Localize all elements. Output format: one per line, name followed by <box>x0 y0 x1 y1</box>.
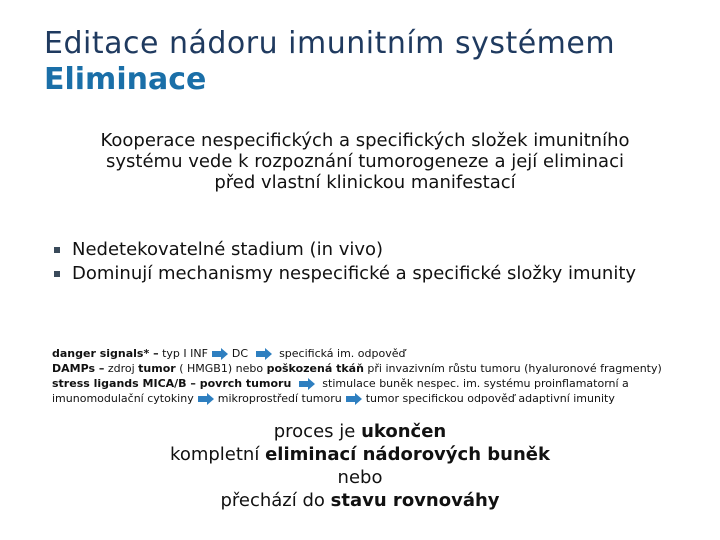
outcome-line <box>100 420 620 443</box>
arrow-right-icon <box>211 348 229 360</box>
details-text: typ I INF <box>162 347 208 360</box>
details-bold-text: poškozená tkáň <box>266 362 364 375</box>
outcome-text: proces je <box>273 421 356 442</box>
outcome-bold-text: eliminací nádorových buněk <box>265 444 550 465</box>
details-text: imunomodulační cytokiny <box>52 392 194 405</box>
intro-line: před vlastní klinickou manifestací <box>214 172 516 193</box>
details-line <box>52 391 712 406</box>
bullet-item <box>52 240 672 260</box>
outcome-line <box>100 489 620 512</box>
outcome-bold-text: ukončen <box>361 421 447 442</box>
bullet-list <box>52 240 672 288</box>
details-text: tumor specifickou odpověď adaptivní imunity <box>365 392 615 405</box>
intro-paragraph <box>60 130 670 193</box>
slide-title: Editace nádoru imunitním systémem <box>44 26 616 61</box>
bullet-square-icon <box>54 271 60 277</box>
intro-line: systému vede k rozpoznání tumorogeneze a její eliminaci <box>106 151 624 172</box>
danger-signals-label: danger signals* – <box>52 347 159 360</box>
details-text: ( HMGB1) nebo <box>179 362 264 375</box>
arrow-right-icon <box>298 378 316 390</box>
details-text: specifická im. odpověď <box>279 347 406 360</box>
bullet-square-icon <box>54 247 60 253</box>
details-text: DC <box>231 347 249 360</box>
details-text: zdroj <box>107 362 135 375</box>
outcome-line <box>100 443 620 466</box>
details-line <box>52 346 712 361</box>
details-text: mikroprostředí tumoru <box>217 392 342 405</box>
details-line <box>52 361 712 376</box>
bullet-text: Nedetekovatelné stadium (in vivo) <box>72 239 384 260</box>
details-bold-text: tumor <box>138 362 176 375</box>
outcome-bold-text: stavu rovnováhy <box>330 490 500 511</box>
intro-line: Kooperace nespecifických a specifických složek imunitního <box>100 130 630 151</box>
details-text: při invazivním růstu tumoru (hyaluronové fragmenty) <box>367 362 662 375</box>
arrow-right-icon <box>345 393 363 405</box>
damps-label: DAMPs – <box>52 362 105 375</box>
stress-ligands-label: stress ligands MICA/B – povrch tumoru <box>52 377 292 390</box>
details-line <box>52 376 712 391</box>
outcome-text: kompletní <box>170 444 260 465</box>
slide-subtitle: Eliminace <box>44 62 207 97</box>
outcome-block <box>100 420 620 512</box>
bullet-text: Dominují mechanismy nespecifické a specifické složky imunity <box>72 263 637 284</box>
bullet-item <box>52 264 672 284</box>
arrow-right-icon <box>255 348 273 360</box>
outcome-line: nebo <box>337 467 383 488</box>
details-text: stimulace buněk nespec. im. systému proinflamatorní a <box>322 377 629 390</box>
outcome-text: přechází do <box>220 490 325 511</box>
arrow-right-icon <box>197 393 215 405</box>
details-block <box>52 346 712 406</box>
